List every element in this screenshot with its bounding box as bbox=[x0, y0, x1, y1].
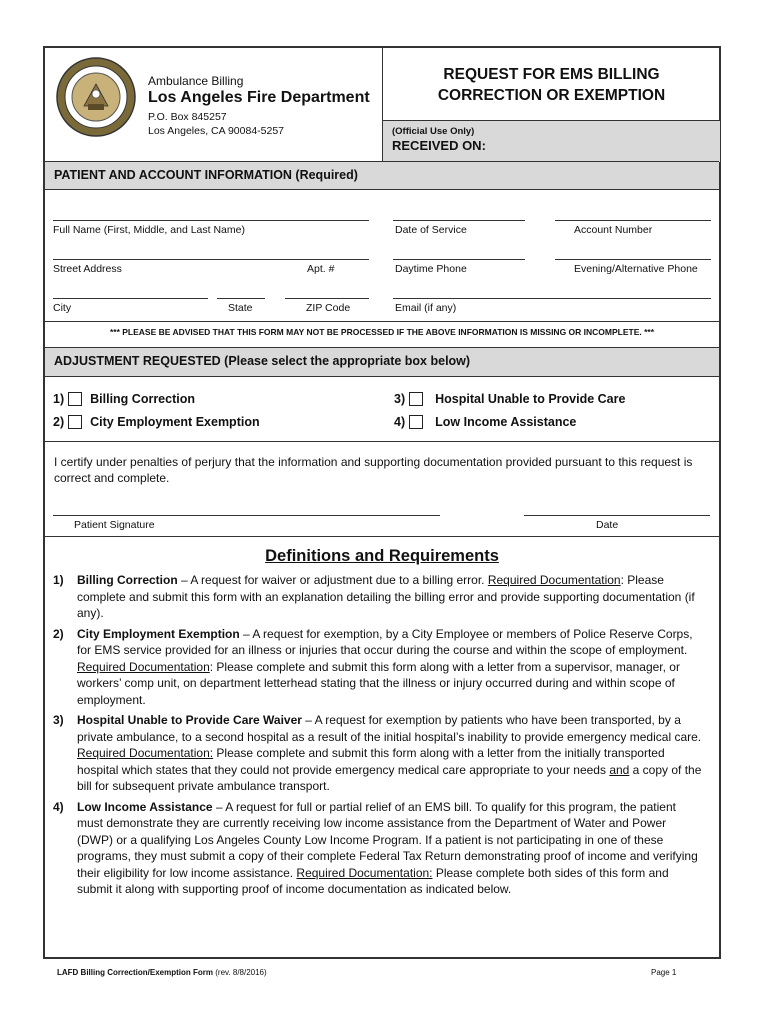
account-number-label: Account Number bbox=[574, 224, 653, 236]
definition-3-rest-a: Please complete and submit this form along with a letter from the initially transported hospital which states that they could not provide emergency medical care appropriate to your needs bbox=[77, 746, 665, 777]
certification-statement: I certify under penalties of perjury that the information and supporting documentation provided pursuant to this request is correct and complete. bbox=[45, 441, 719, 486]
title-line2: CORRECTION OR EXEMPTION bbox=[437, 87, 666, 104]
street-address-label: Street Address bbox=[53, 263, 122, 275]
option-billing-correction[interactable] bbox=[53, 392, 195, 406]
option-city-employment[interactable] bbox=[53, 415, 260, 429]
definition-1-rest: : Please complete and submit this form with an explanation detailing the billing error and provide supporting documentation (if any). bbox=[77, 573, 695, 620]
definition-4-term: Low Income Assistance bbox=[77, 799, 213, 814]
official-use-box bbox=[383, 120, 720, 162]
daytime-phone-label: Daytime Phone bbox=[395, 263, 467, 275]
signature-line[interactable] bbox=[53, 515, 440, 516]
zip-line[interactable] bbox=[285, 298, 369, 299]
definition-item bbox=[53, 712, 705, 795]
definition-3-body bbox=[77, 712, 705, 795]
state-label: State bbox=[228, 302, 253, 314]
definition-1-body bbox=[77, 572, 705, 622]
zip-label: ZIP Code bbox=[306, 302, 351, 314]
checkbox-hospital-unable[interactable] bbox=[409, 392, 423, 406]
agency-block bbox=[148, 74, 370, 138]
checkbox-city-employment[interactable] bbox=[68, 415, 82, 429]
signature-date-label: Date bbox=[596, 519, 619, 531]
full-name-line[interactable] bbox=[53, 220, 369, 221]
city-line[interactable] bbox=[53, 298, 208, 299]
account-number-line[interactable] bbox=[555, 220, 711, 221]
option-4-label: Low Income Assistance bbox=[435, 415, 577, 429]
address-line2: Los Angeles, CA 90084-5257 bbox=[148, 125, 285, 137]
footer-revision: (rev. 8/8/2016) bbox=[213, 968, 267, 977]
definition-4-rest: Please complete both sides of this form and submit it along with supporting proof of income documentation as indicated below. bbox=[77, 865, 669, 896]
option-2-label: City Employment Exemption bbox=[90, 415, 260, 429]
definition-1-required: Required Documentation bbox=[487, 573, 621, 587]
page-number: Page 1 bbox=[651, 968, 677, 977]
option-4-number: 4) bbox=[394, 415, 406, 429]
definition-item bbox=[53, 626, 705, 709]
official-use-label: (Official Use Only) bbox=[392, 126, 475, 137]
adjustment-section-heading: ADJUSTMENT REQUESTED (Please select the appropriate box below) bbox=[45, 347, 719, 377]
definition-1-text: – A request for waiver or adjustment due to a billing error. bbox=[177, 573, 488, 587]
definition-3-and: and bbox=[609, 762, 630, 777]
date-of-service-line[interactable] bbox=[393, 220, 525, 221]
title-box bbox=[382, 48, 720, 161]
email-line[interactable] bbox=[393, 298, 711, 299]
form-header bbox=[45, 48, 719, 161]
full-name-label: Full Name (First, Middle, and Last Name) bbox=[53, 224, 245, 236]
definition-4-text: – A request for full or partial relief of an EMS bill. To qualify for this program, the patient must demonstrate they are currently receiving low income assistance from the Department of Water and Power (DWP) or a qualifying Los Angeles County Low Income Program. If a patient is not participating in one of these programs, they must submit a copy of their complete Federal Tax Return demonstrating proof of income and verifying their eligibility for low income assistance. bbox=[77, 799, 698, 880]
address-line1: P.O. Box 845257 bbox=[148, 111, 227, 123]
state-line[interactable] bbox=[217, 298, 265, 299]
definition-3-number: 3) bbox=[53, 713, 64, 727]
definition-4-body bbox=[77, 799, 705, 898]
org-line1: Ambulance Billing bbox=[148, 74, 244, 88]
signature-date-line[interactable] bbox=[524, 515, 710, 516]
option-1-label: Billing Correction bbox=[90, 392, 195, 406]
option-hospital-unable[interactable] bbox=[394, 392, 625, 406]
option-3-number: 3) bbox=[394, 392, 406, 406]
definition-4-required: Required Documentation: bbox=[296, 865, 433, 880]
evening-phone-line[interactable] bbox=[555, 259, 711, 260]
incomplete-warning: *** PLEASE BE ADVISED THAT THIS FORM MAY NOT BE PROCESSED IF THE ABOVE INFORMATION IS MISSING OR INCOMPLETE. *** bbox=[45, 321, 719, 337]
definition-3-rest-b: a copy of the bill for subsequent private ambulance transport. bbox=[77, 762, 702, 793]
definition-2-body bbox=[77, 626, 705, 709]
definition-3-required: Required Documentation: bbox=[77, 746, 214, 760]
definition-2-required: Required Documentation bbox=[77, 659, 210, 674]
signature-label: Patient Signature bbox=[74, 519, 155, 531]
definition-2-term: City Employment Exemption bbox=[77, 626, 240, 641]
option-3-label: Hospital Unable to Provide Care bbox=[435, 392, 626, 406]
date-of-service-label: Date of Service bbox=[395, 224, 467, 236]
definition-item bbox=[53, 572, 705, 622]
lafd-seal-icon bbox=[55, 56, 137, 138]
email-label: Email (if any) bbox=[395, 302, 457, 314]
definition-2-number: 2) bbox=[53, 626, 64, 641]
definition-3-term: Hospital Unable to Provide Care Waiver bbox=[77, 713, 302, 727]
option-2-number: 2) bbox=[53, 415, 65, 429]
definition-2-rest: : Please complete and submit this form along with a letter from a supervisor, manager, or workers’ comp unit, on department letterhead stating that the illness or injury occurred during and within scope of employment. bbox=[77, 659, 680, 707]
street-address-line[interactable] bbox=[53, 259, 369, 260]
city-label: City bbox=[53, 302, 72, 314]
option-1-number: 1) bbox=[53, 392, 65, 406]
patient-section-heading: PATIENT AND ACCOUNT INFORMATION (Required) bbox=[45, 161, 719, 190]
definition-3-text: – A request for exemption by patients who have been transported, by a private ambulance, to a second hospital as a result of the initial hospital’s inability to provide emergency medical care. bbox=[77, 713, 702, 744]
definition-1-term: Billing Correction bbox=[77, 573, 178, 587]
definitions-heading: Definitions and Requirements bbox=[265, 547, 499, 565]
option-low-income[interactable] bbox=[394, 415, 576, 429]
definition-2-text: – A request for exemption, by a City Employee or members of Police Reserve Corps, for EMS service provided for an illness or injuries that occur during the course and within the scope of employment. bbox=[77, 626, 693, 657]
apt-label: Apt. # bbox=[307, 263, 335, 275]
org-line2: Los Angeles Fire Department bbox=[148, 89, 370, 106]
definitions-section bbox=[45, 536, 719, 902]
form-sheet bbox=[43, 46, 721, 959]
definition-4-number: 4) bbox=[53, 799, 64, 814]
checkbox-billing-correction[interactable] bbox=[68, 392, 82, 406]
definition-1-number: 1) bbox=[53, 573, 64, 587]
footer-form-name bbox=[57, 968, 267, 977]
title-line1: REQUEST FOR EMS BILLING bbox=[443, 66, 660, 83]
received-on-label: RECEIVED ON: bbox=[392, 138, 486, 153]
footer-form-title: LAFD Billing Correction/Exemption Form bbox=[57, 968, 214, 977]
checkbox-low-income[interactable] bbox=[409, 415, 423, 429]
form-title bbox=[383, 64, 720, 106]
evening-phone-label: Evening/Alternative Phone bbox=[574, 263, 698, 275]
daytime-phone-line[interactable] bbox=[393, 259, 525, 260]
definition-item bbox=[53, 799, 705, 898]
